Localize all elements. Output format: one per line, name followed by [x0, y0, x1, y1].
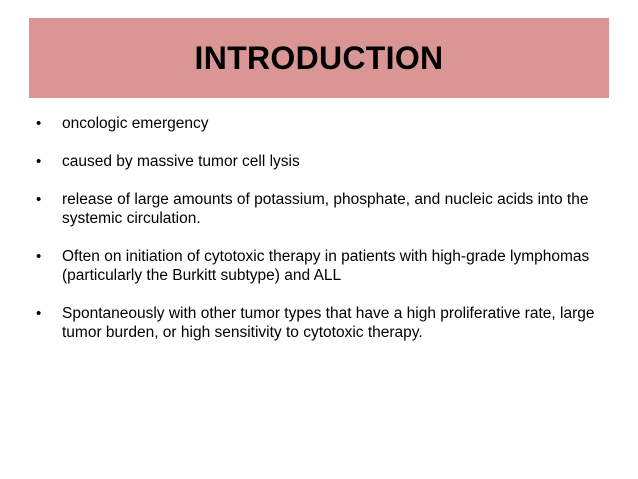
list-item [36, 190, 611, 228]
bullet-text: oncologic emergency [62, 115, 209, 132]
bullet-icon: • [36, 191, 42, 208]
list-item [36, 247, 611, 285]
bullet-icon: • [36, 115, 42, 132]
bullet-text: Spontaneously with other tumor types that have a high proliferative rate, large tumor burden, or high sensitivity to cytotoxic therapy. [62, 305, 595, 341]
bullet-text: caused by massive tumor cell lysis [62, 153, 300, 170]
bullet-text: Often on initiation of cytotoxic therapy in patients with high-grade lymphomas (particularly the Burkitt subtype) and ALL [62, 248, 590, 284]
bullet-icon: • [36, 305, 42, 322]
bullet-text: release of large amounts of potassium, phosphate, and nucleic acids into the systemic circulation. [62, 191, 589, 227]
title-band [29, 18, 609, 98]
list-item [36, 152, 611, 171]
list-item [36, 114, 611, 133]
bullet-list [36, 114, 611, 361]
bullet-icon: • [36, 248, 42, 265]
list-item [36, 304, 611, 342]
slide-title: INTRODUCTION [194, 39, 444, 76]
bullet-icon: • [36, 153, 42, 170]
